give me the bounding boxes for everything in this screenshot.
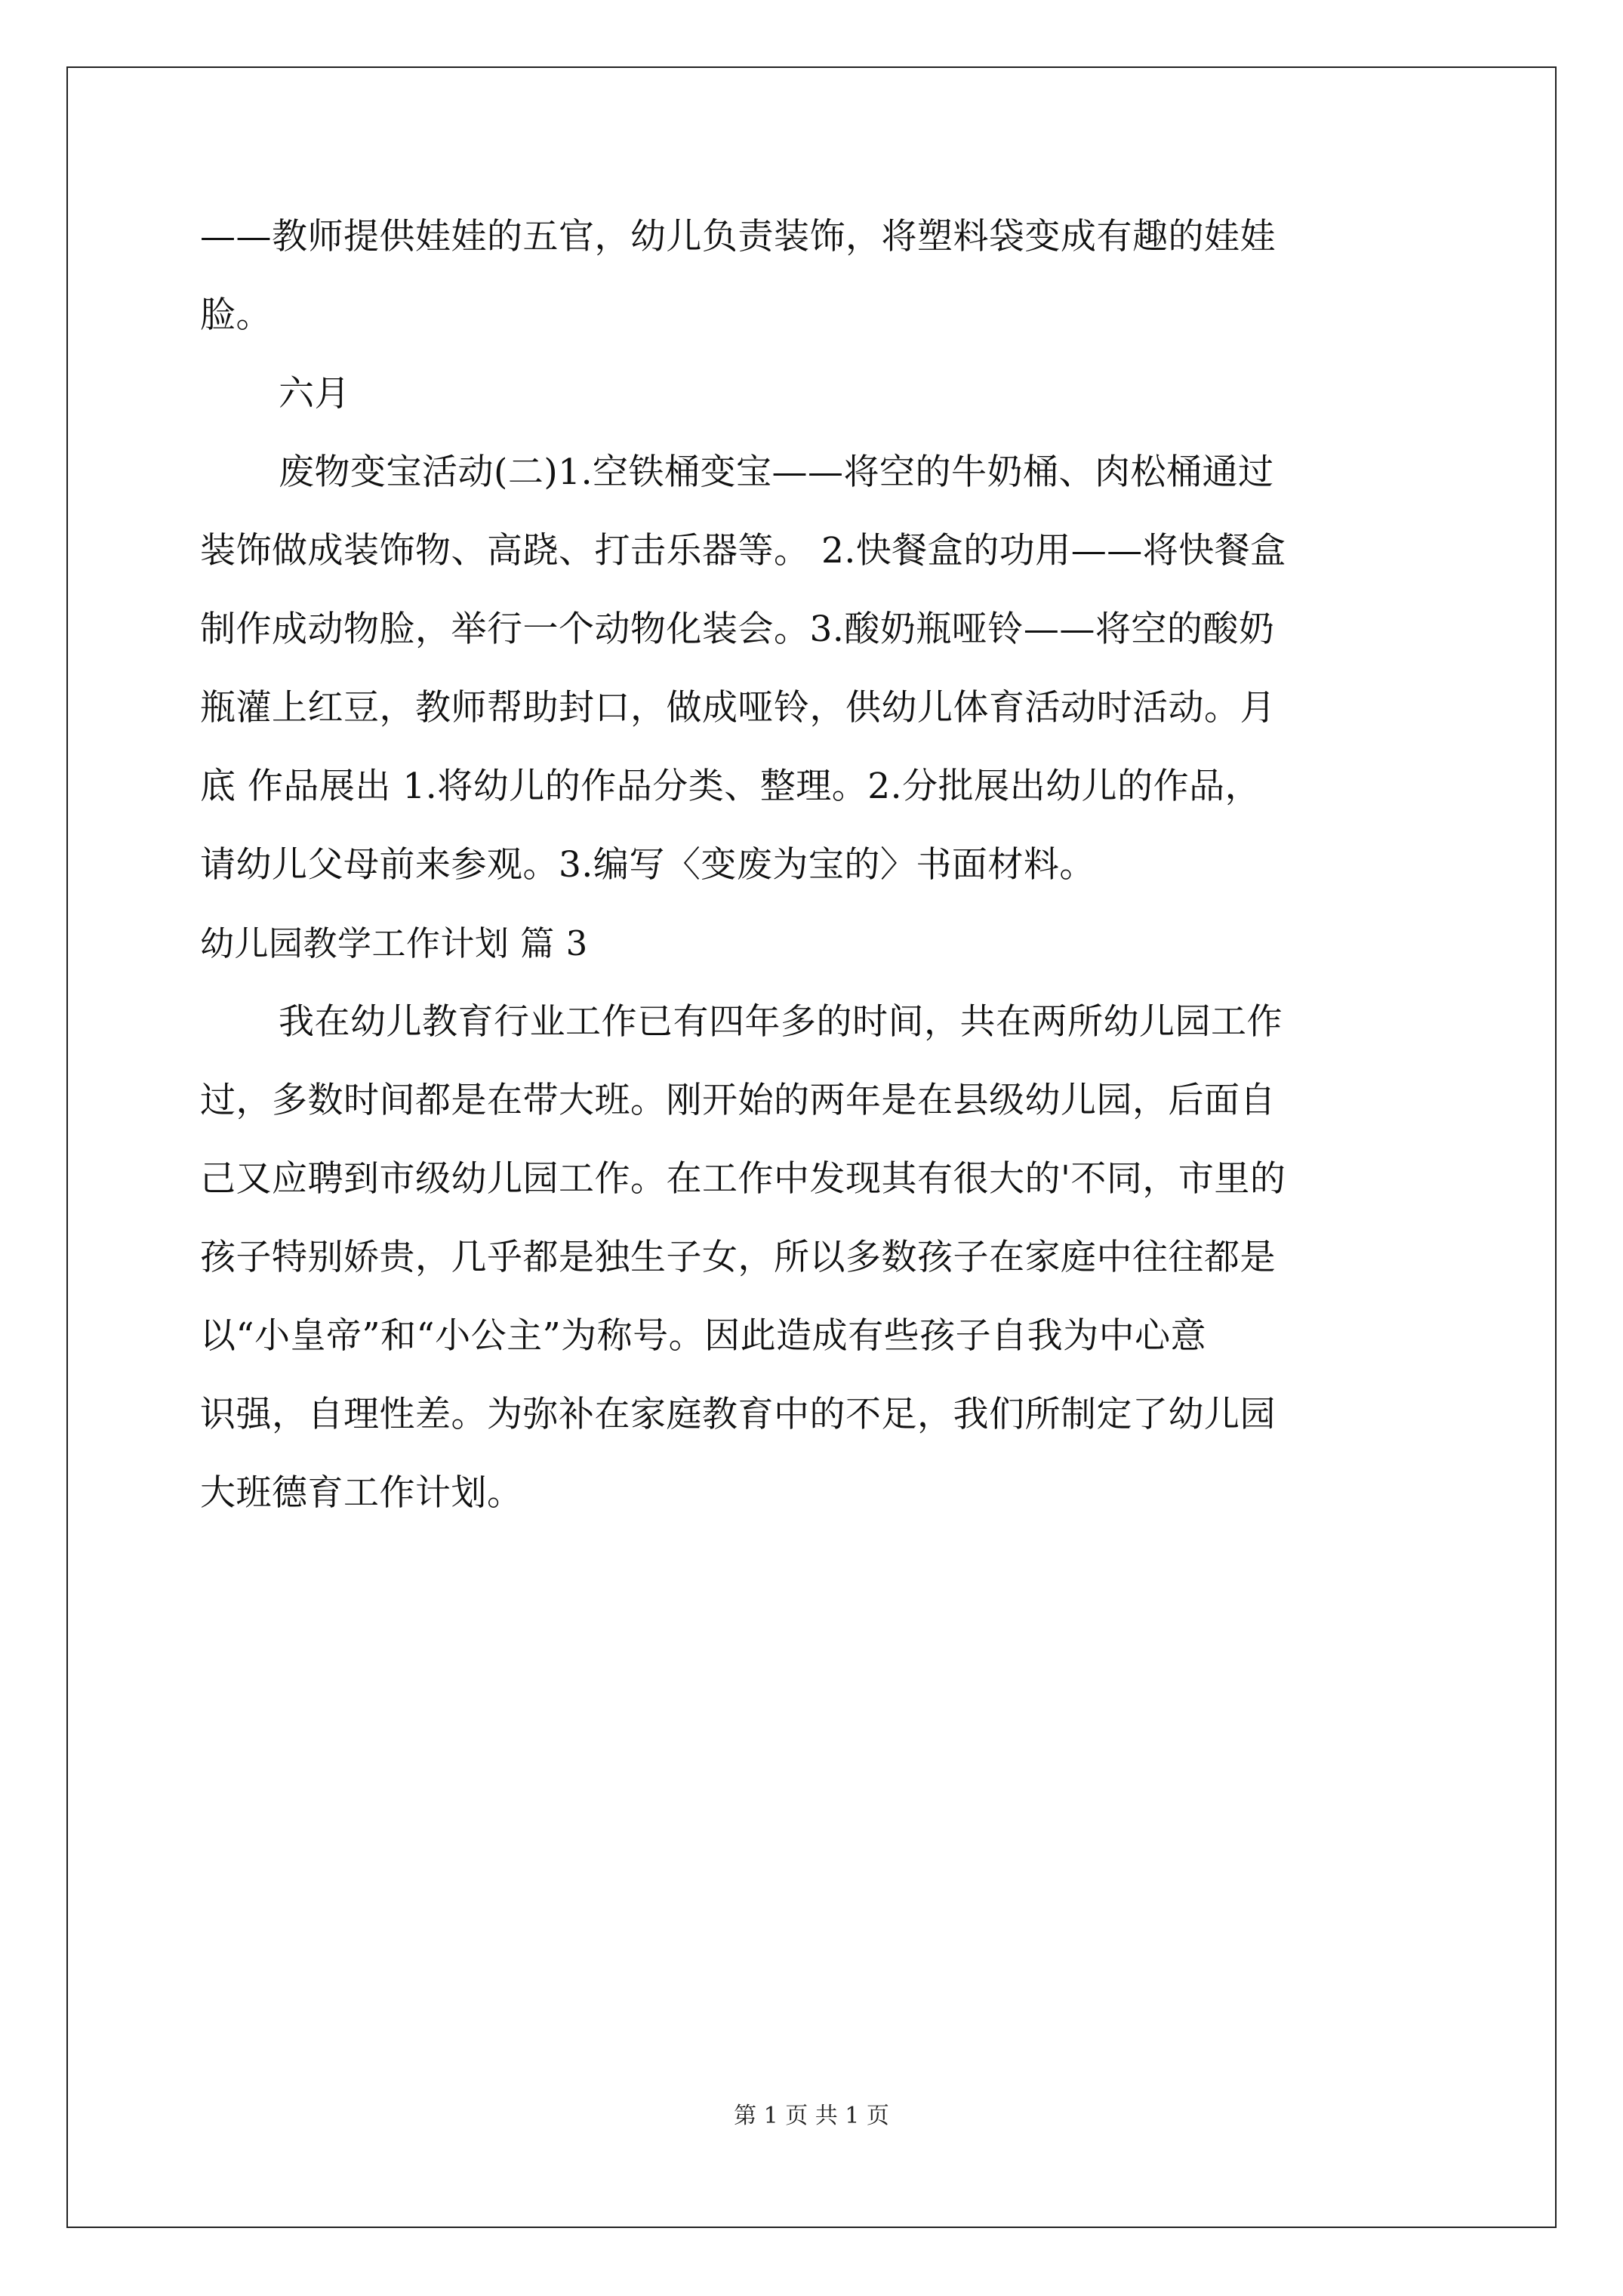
text-line: 以“小皇帝”和“小公主”为称号。因此造成有些孩子自我为中心意 <box>200 1315 1207 1357</box>
text-line: 请幼儿父母前来参观。3.编写〈变废为宝的〉书面材料。 <box>200 844 1095 886</box>
text-line: 底 作品展出 1.将幼儿的作品分类、整理。2.分批展出幼儿的作品， <box>200 766 1261 807</box>
document-body <box>200 198 1431 1533</box>
text-line: 大班德育工作计划。 <box>200 1472 523 1514</box>
text-line: 孩子特别娇贵，几乎都是独生子女，所以多数孩子在家庭中往往都是 <box>200 1237 1276 1278</box>
text-line: 瓶灌上红豆，教师帮助封口，做成哑铃，供幼儿体育活动时活动。月 <box>200 687 1276 729</box>
text-line: 己又应聘到市级幼儿园工作。在工作中发现其有很大的'不同，市里的 <box>200 1158 1286 1200</box>
text-line: 脸。 <box>200 294 272 336</box>
text-line: ——教师提供娃娃的五官，幼儿负责装饰，将塑料袋变成有趣的娃娃 <box>200 216 1276 257</box>
text-line: 识强，自理性差。为弥补在家庭教育中的不足，我们所制定了幼儿园 <box>200 1394 1276 1435</box>
section-title: 幼儿园教学工作计划 篇 3 <box>200 923 588 963</box>
text-line: 装饰做成装饰物、高跷、打击乐器等。 2.快餐盒的功用——将快餐盒 <box>200 530 1286 572</box>
text-line: 废物变宝活动(二)1.空铁桶变宝——将空的牛奶桶、肉松桶通过 <box>279 451 1274 493</box>
section-month-heading: 六月 <box>279 373 350 415</box>
page-number-footer: 第 1 页 共 1 页 <box>734 2103 889 2129</box>
text-line: 过，多数时间都是在带大班。刚开始的两年是在县级幼儿园，后面自 <box>200 1080 1276 1121</box>
text-line: 制作成动物脸，举行一个动物化装会。3.酸奶瓶哑铃——将空的酸奶 <box>200 609 1275 650</box>
text-line: 我在幼儿教育行业工作已有四年多的时间，共在两所幼儿园工作 <box>279 1001 1283 1043</box>
